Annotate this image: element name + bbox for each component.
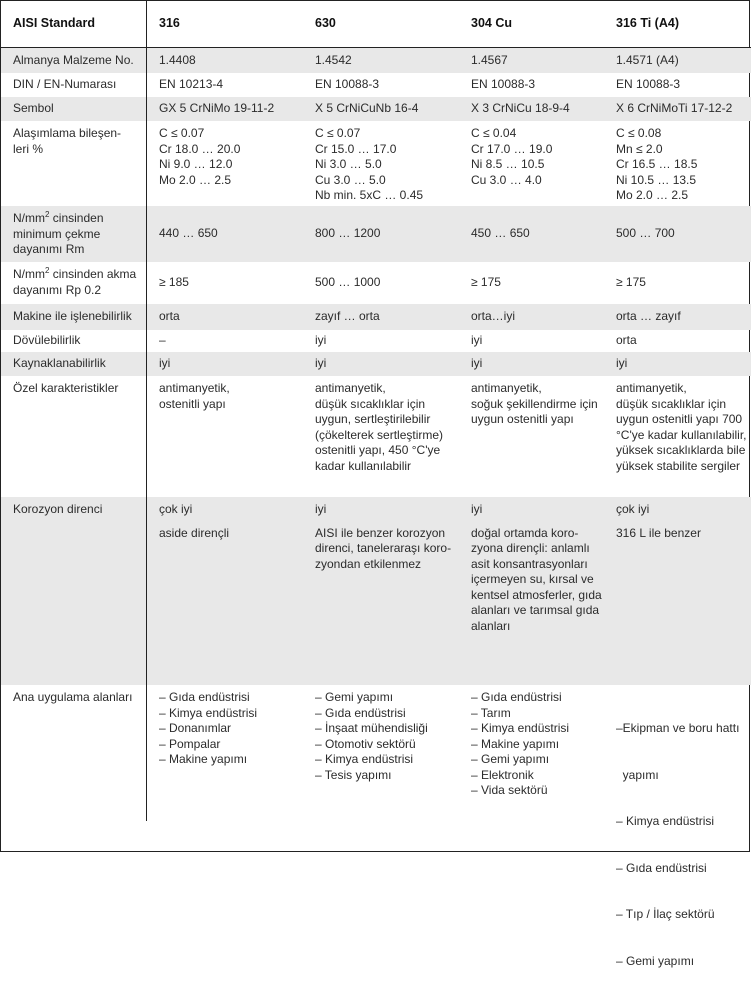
row-label-forgeability: Dövülebilirlik [1, 330, 147, 352]
tensile-label-suffix: cinsinden [49, 211, 104, 225]
application-item: –Ekipman ve boru hattı [616, 721, 740, 735]
alloy-label-line: Alaşımlama bileşen- [13, 126, 122, 140]
application-item: – Pompalar [159, 736, 221, 751]
cell-alloy-304cu [459, 121, 604, 206]
cell-weldability-304cu: iyi [459, 352, 604, 376]
row-label-yield [1, 262, 147, 304]
application-item: – Tarım [471, 705, 511, 720]
corrosion-rating: iyi [315, 502, 327, 516]
cell-special-630 [303, 376, 459, 497]
cell-forgeability-316: – [159, 333, 166, 348]
alloy-line: C ≤ 0.04 [471, 126, 517, 140]
application-item: – Gemi yapımı [471, 752, 550, 766]
corrosion-rating: iyi [471, 502, 483, 516]
cell-alloy-630 [303, 121, 459, 206]
corrosion-rating: çok iyi [616, 502, 650, 516]
special-line: ostenitli yapı, 450 °C'ye [315, 443, 441, 457]
cell-alloy-316 [147, 121, 303, 206]
corrosion-detail-line: içermeyen su, kırsal ve [471, 572, 594, 586]
special-line: antimanyetik, [616, 381, 687, 395]
tensile-label-line: minimum çekme [13, 226, 101, 241]
alloy-line: Mn ≤ 2.0 [616, 141, 663, 156]
cell-yield-316ti: ≥ 175 [616, 275, 646, 290]
cell-applications-304cu [459, 685, 604, 821]
cell-applications-630 [303, 685, 459, 821]
cell-material-no-304cu: 1.4567 [459, 48, 604, 73]
cell-weldability-316: iyi [147, 352, 303, 376]
application-item: – Gıda endüstrisi [315, 705, 406, 720]
row-label-weldability: Kaynaklanabilirlik [1, 352, 147, 376]
cell-tensile-316ti: 500 … 700 [604, 206, 751, 262]
application-item: – Gemi yapımı [315, 690, 394, 704]
cell-weldability-630: iyi [303, 352, 459, 376]
application-item: – İnşaat mühendisliği [315, 721, 428, 735]
cell-machinability-316ti: orta … zayıf [604, 304, 751, 330]
alloy-line: C ≤ 0.07 [315, 126, 361, 140]
alloy-line: Cr 16.5 … 18.5 [616, 157, 698, 171]
special-line: (çökelterek sertleştirme) [315, 427, 444, 442]
cell-machinability-630: zayıf … orta [303, 304, 459, 330]
cell-special-316 [147, 376, 303, 497]
special-line: soğuk şekillendirme için [471, 396, 598, 411]
row-label-special: Özel karakteristikler [1, 376, 147, 497]
header-col-304cu: 304 Cu [459, 1, 604, 48]
row-label-corrosion: Korozyon direnci [1, 497, 147, 685]
corrosion-detail-line: doğal ortamda koro- [471, 525, 579, 540]
application-item: – Gıda endüstrisi [159, 690, 250, 704]
cell-yield-316: ≥ 185 [159, 275, 189, 290]
alloy-line: Ni 9.0 … 12.0 [159, 157, 233, 171]
application-item: – Vida sektörü [471, 783, 548, 797]
header-col-630: 630 [303, 1, 459, 48]
special-line: ostenitli yapı [159, 396, 226, 411]
application-item: – Kimya endüstrisi [315, 752, 414, 766]
cell-din-630: EN 10088-3 [315, 77, 380, 92]
cell-applications-316 [147, 685, 303, 821]
special-line: yüksek stabilite sergiler [616, 458, 741, 473]
cell-machinability-304cu: orta…iyi [459, 304, 604, 330]
alloy-line: Cr 15.0 … 17.0 [315, 141, 397, 156]
cell-tensile-304cu: 450 … 650 [459, 206, 604, 262]
header-col-316ti: 316 Ti (A4) [604, 1, 751, 48]
special-line: düşük sıcaklıklar için [616, 396, 727, 411]
cell-din-316: EN 10213-4 [159, 77, 224, 92]
corrosion-detail-line: kentsel atmosferler, gıda [471, 587, 602, 602]
cell-special-304cu [459, 376, 604, 497]
application-item: – Elektronik [471, 767, 534, 782]
alloy-line: Nb min. 5xC … 0.45 [315, 188, 424, 202]
application-item: – Makine yapımı [159, 752, 248, 766]
alloy-line: C ≤ 0.08 [616, 126, 662, 140]
cell-material-no-630: 1.4542 [303, 48, 459, 73]
alloy-line: Cr 18.0 … 20.0 [159, 141, 241, 156]
cell-din-316ti: EN 10088-3 [616, 77, 681, 92]
cell-yield-304cu: ≥ 175 [471, 275, 501, 290]
application-item: – Makine yapımı [471, 736, 560, 751]
yield-label-prefix: N/mm [13, 267, 45, 281]
corrosion-detail-line: 316 L ile benzer [616, 525, 701, 540]
cell-machinability-316: orta [147, 304, 303, 330]
yield-label-sup: 2 [45, 266, 50, 275]
cell-material-no-316: 1.4408 [147, 48, 303, 73]
alloy-line: Mo 2.0 … 2.5 [159, 172, 232, 187]
yield-label-line: dayanımı Rp 0.2 [13, 282, 102, 297]
application-item: – Kimya endüstrisi [471, 721, 570, 735]
cell-forgeability-304cu: iyi [471, 333, 483, 348]
tensile-label-line [13, 211, 138, 227]
cell-symbol-304cu: X 3 CrNiCu 18-9-4 [459, 97, 604, 121]
corrosion-detail-line: zyondan etkilenmez [315, 556, 422, 571]
tensile-label-prefix: N/mm [13, 211, 45, 225]
alloy-line: Mo 2.0 … 2.5 [616, 188, 689, 202]
row-label-applications: Ana uygulama alanları [1, 685, 147, 821]
application-item: – Tesis yapımı [315, 767, 392, 782]
alloy-line: Cu 3.0 … 4.0 [471, 172, 542, 187]
alloy-label-line: leri % [13, 141, 44, 156]
application-item: – Donanımlar [159, 721, 232, 735]
header-col-316: 316 [147, 1, 303, 48]
cell-symbol-316: GX 5 CrNiMo 19-11-2 [147, 97, 303, 121]
cell-symbol-316ti: X 6 CrNiMoTi 17-12-2 [604, 97, 751, 121]
special-line: kadar kullanılabilir [315, 458, 412, 473]
corrosion-detail-line: AISI ile benzer korozyon [315, 525, 446, 540]
corrosion-detail-line: zyona dirençli: anlamlı [471, 541, 590, 555]
application-item: – Gıda endüstrisi [471, 690, 562, 704]
cell-forgeability-316ti: orta [616, 333, 637, 348]
special-line: uygun ostenitli yapı [471, 412, 574, 426]
corrosion-rating: çok iyi [159, 502, 193, 516]
application-item: yapımı [616, 767, 659, 782]
special-line: uygun, sertleştirilebilir [315, 412, 431, 426]
row-label-alloy [1, 121, 147, 206]
cell-symbol-630: X 5 CrNiCuNb 16-4 [303, 97, 459, 121]
special-line: uygun ostenitli yapı 700 [616, 412, 743, 426]
application-item: – Tıp / İlaç sektörü [616, 907, 715, 921]
cell-special-316ti [604, 376, 751, 497]
special-line: antimanyetik, [159, 381, 230, 395]
row-label-symbol: Sembol [1, 97, 147, 121]
cell-din-304cu: EN 10088-3 [471, 77, 536, 92]
cell-material-no-316ti: 1.4571 (A4) [604, 48, 751, 73]
cell-corrosion-304cu [459, 497, 604, 685]
alloy-line: Cr 17.0 … 19.0 [471, 141, 553, 156]
cell-weldability-316ti: iyi [604, 352, 751, 376]
corrosion-detail-line: aside dirençli [159, 525, 230, 540]
application-item: – Gıda endüstrisi [616, 860, 707, 875]
application-item: – Gemi yapımı [616, 953, 695, 968]
corrosion-detail-line: alanları [471, 618, 511, 633]
alloy-line: Ni 3.0 … 5.0 [315, 157, 382, 171]
cell-corrosion-316 [147, 497, 303, 685]
row-label-tensile [1, 206, 147, 262]
cell-yield-630: 500 … 1000 [315, 275, 381, 290]
cell-forgeability-630: iyi [315, 333, 327, 348]
tensile-label-sup: 2 [45, 210, 50, 219]
cell-corrosion-630 [303, 497, 459, 685]
tensile-label-line: dayanımı Rm [13, 242, 85, 256]
cell-corrosion-316ti [604, 497, 751, 685]
special-line: antimanyetik, [315, 381, 386, 395]
application-item: – Kimya endüstrisi [159, 705, 258, 720]
yield-label-suffix: cinsinden akma [49, 267, 137, 281]
yield-label-line [13, 267, 138, 283]
corrosion-detail-line: alanları ve tarımsal gıda [471, 603, 600, 617]
alloy-line: Cu 3.0 … 5.0 [315, 172, 386, 187]
row-label-material-no: Almanya Malzeme No. [1, 48, 147, 73]
cell-alloy-316ti [604, 121, 751, 206]
special-line: antimanyetik, [471, 381, 542, 395]
row-label-machinability: Makine ile işlenebilirlik [1, 304, 147, 330]
alloy-line: Ni 10.5 … 13.5 [616, 172, 697, 187]
row-label-din: DIN / EN-Numarası [1, 73, 147, 97]
special-line: °C'ye kadar kullanılabilir, [616, 427, 747, 442]
alloy-line: Ni 8.5 … 10.5 [471, 157, 545, 171]
application-item: – Kimya endüstrisi [616, 814, 715, 828]
corrosion-detail-line: asit konsantrasyonları [471, 556, 588, 571]
cell-tensile-316: 440 … 650 [147, 206, 303, 262]
cell-tensile-630: 800 … 1200 [303, 206, 459, 262]
special-line: düşük sıcaklıklar için [315, 396, 426, 411]
alloy-line: C ≤ 0.07 [159, 126, 205, 140]
cell-applications-316ti [604, 685, 751, 968]
header-label: AISI Standard [1, 1, 147, 48]
application-item: – Otomotiv sektörü [315, 736, 416, 751]
special-line: yüksek sıcaklıklarda bile [616, 443, 746, 457]
corrosion-detail-line: direnci, taneleraraşı koro- [315, 541, 452, 555]
